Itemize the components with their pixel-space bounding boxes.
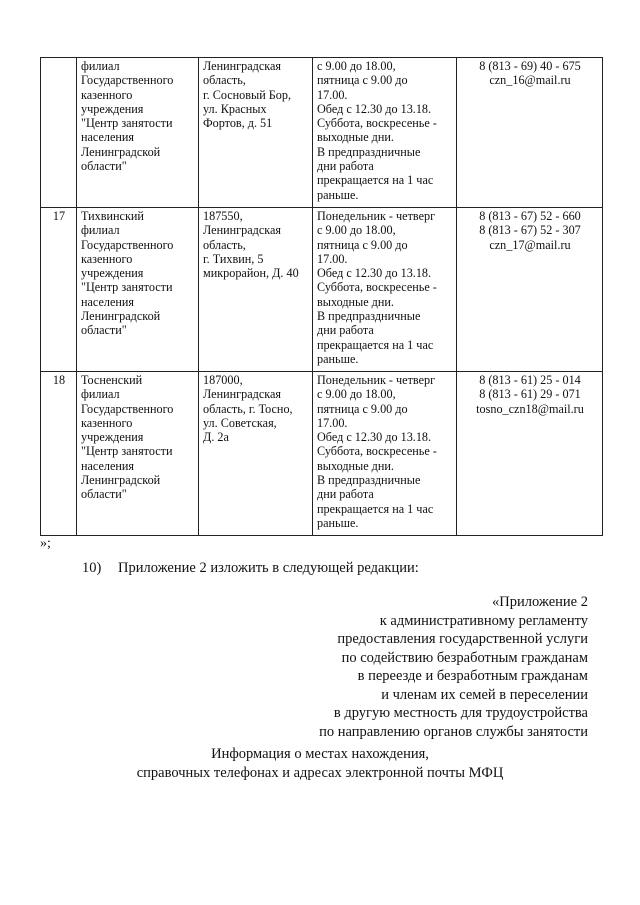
table-row xyxy=(41,58,603,208)
office-address: Ленинградская область, г. Сосновый Бор, ул. Красных Фортов, д. 51 xyxy=(199,58,313,208)
office-name: Тосненский филиал Государственного казенного учреждения "Центр занятости населения Ленинградской области" xyxy=(77,372,199,536)
offices-table xyxy=(40,57,603,536)
office-contacts: 8 (813 - 61) 25 - 014 8 (813 - 61) 29 - 071 tosno_czn18@mail.ru xyxy=(457,372,603,536)
office-address: 187550, Ленинградская область, г. Тихвин, 5 микрорайон, Д. 40 xyxy=(199,208,313,372)
office-contacts: 8 (813 - 67) 52 - 660 8 (813 - 67) 52 - 307 czn_17@mail.ru xyxy=(457,208,603,372)
row-number: 17 xyxy=(41,208,77,372)
item-number: 10) xyxy=(82,560,102,576)
office-name: Тихвинский филиал Государственного казенного учреждения "Центр занятости населения Ленинградской области" xyxy=(77,208,199,372)
row-number: 18 xyxy=(41,372,77,536)
row-number xyxy=(41,58,77,208)
item-text: Приложение 2 изложить в следующей редакции: xyxy=(118,560,419,576)
office-hours: с 9.00 до 18.00, пятница с 9.00 до 17.00. Обед с 12.30 до 13.18. Суббота, воскресенье - выходные дни. В предпраздничные дни работа прекращается на 1 час раньше. xyxy=(313,58,457,208)
section-title: Информация о местах нахождения, справочных телефонах и адресах электронной почты МФЦ xyxy=(136,746,504,781)
office-hours: Понедельник - четверг с 9.00 до 18.00, пятница с 9.00 до 17.00. Обед с 12.30 до 13.18. Суббота, воскресенье - выходные дни. В предпраздничные дни работа прекращается на 1 час раньше. xyxy=(313,208,457,372)
table-row xyxy=(41,372,603,536)
office-address: 187000, Ленинградская область, г. Тосно, ул. Советская, Д. 2а xyxy=(199,372,313,536)
office-hours: Понедельник - четверг с 9.00 до 18.00, пятница с 9.00 до 17.00. Обед с 12.30 до 13.18. Суббота, воскресенье - выходные дни. В предпраздничные дни работа прекращается на 1 час раньше. xyxy=(313,372,457,536)
table-row xyxy=(41,208,603,372)
list-item xyxy=(82,560,419,577)
closing-quote: »; xyxy=(40,536,51,551)
office-name: филиал Государственного казенного учреждения "Центр занятости населения Ленинградской области" xyxy=(77,58,199,208)
appendix-header: «Приложение 2 к административному регламенту предоставления государственной услуги по содействию безработным гражданам в переезде и безработным гражданам и членам их семей в переселении в другую местность для трудоустройства по направлению органов службы занятости xyxy=(319,594,588,740)
office-contacts: 8 (813 - 69) 40 - 675 czn_16@mail.ru xyxy=(457,58,603,208)
